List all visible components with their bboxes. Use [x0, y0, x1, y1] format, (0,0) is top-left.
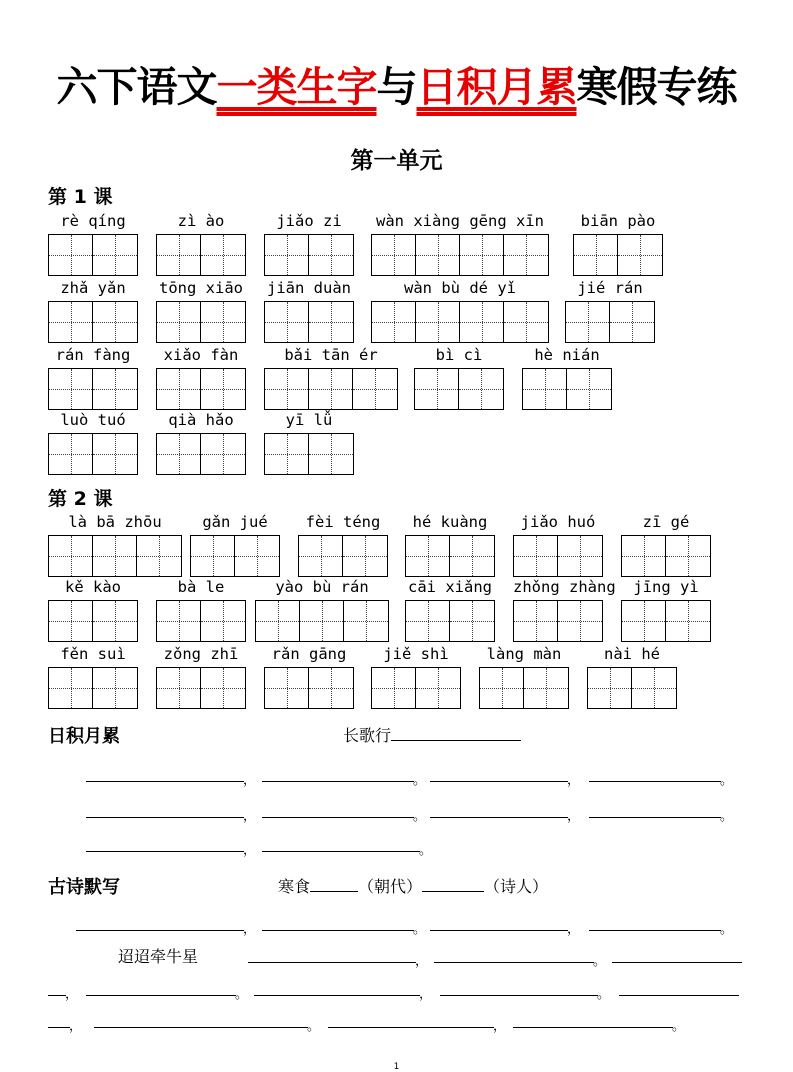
poet-label: （诗人）: [484, 877, 549, 896]
character-box[interactable]: [201, 601, 245, 641]
character-box[interactable]: [480, 668, 524, 708]
character-box[interactable]: [157, 668, 201, 708]
character-box-group[interactable]: [479, 667, 569, 709]
character-box[interactable]: [343, 536, 387, 576]
pinyin-word: [414, 346, 504, 410]
character-box-group[interactable]: [156, 667, 246, 709]
character-box[interactable]: [372, 235, 416, 275]
lesson-1-label: 第 1 课: [48, 186, 113, 208]
pinyin-text: làng màn: [486, 645, 562, 663]
character-box-group[interactable]: [621, 600, 711, 642]
pinyin-text: wàn bù dé yǐ: [404, 279, 516, 297]
character-box-group[interactable]: [48, 535, 182, 577]
comma-mark: ，: [567, 773, 581, 788]
character-box-group[interactable]: [48, 433, 138, 475]
character-box-group[interactable]: [264, 433, 354, 475]
pinyin-text: là bā zhōu: [68, 513, 162, 531]
answer-line[interactable]: [86, 781, 244, 782]
pinyin-text: zǒng zhī: [163, 645, 239, 663]
pinyin-text: kě kào: [65, 578, 121, 596]
pinyin-word: [405, 513, 495, 577]
character-box[interactable]: [622, 601, 666, 641]
character-box-group[interactable]: [414, 368, 504, 410]
character-box-group[interactable]: [405, 535, 495, 577]
answer-line[interactable]: [48, 995, 66, 996]
character-box[interactable]: [93, 434, 137, 474]
character-box-group[interactable]: [298, 535, 388, 577]
character-box-group[interactable]: [156, 600, 246, 642]
period-mark: 。: [672, 1019, 686, 1034]
pinyin-text: nài hé: [604, 645, 660, 663]
character-box-group[interactable]: [573, 234, 663, 276]
character-box[interactable]: [416, 668, 460, 708]
character-box[interactable]: [309, 434, 353, 474]
pinyin-text: jiě shì: [383, 645, 449, 663]
pinyin-text: zī gé: [642, 513, 690, 531]
pinyin-word: [621, 513, 711, 577]
pinyin-text: yī lǚ: [285, 411, 333, 429]
pinyin-text: jīng yì: [633, 578, 699, 596]
pinyin-text: jiān duàn: [267, 279, 351, 297]
gushi-label: 古诗默写: [48, 877, 120, 898]
answer-line[interactable]: [513, 1027, 673, 1028]
answer-line[interactable]: [76, 930, 244, 931]
character-box[interactable]: [265, 668, 309, 708]
lesson-2-label: 第 2 课: [48, 488, 113, 510]
comma-mark: ，: [493, 1019, 507, 1034]
character-box[interactable]: [344, 601, 388, 641]
answer-line[interactable]: [262, 817, 414, 818]
period-mark: 。: [419, 843, 433, 858]
answer-line[interactable]: [440, 995, 598, 996]
pinyin-word: [371, 645, 461, 709]
character-box-group[interactable]: [513, 600, 603, 642]
pinyin-word: [48, 346, 138, 410]
character-box[interactable]: [450, 536, 494, 576]
pinyin-word: [48, 645, 138, 709]
character-box[interactable]: [415, 369, 459, 409]
character-box[interactable]: [514, 536, 558, 576]
answer-line[interactable]: [262, 781, 414, 782]
character-box[interactable]: [235, 536, 279, 576]
character-box[interactable]: [632, 668, 676, 708]
character-box[interactable]: [256, 601, 300, 641]
character-box-group[interactable]: [48, 600, 138, 642]
comma-mark: ，: [243, 843, 257, 858]
answer-line[interactable]: [589, 781, 721, 782]
character-box-group[interactable]: [565, 301, 655, 343]
pinyin-text: fèi téng: [305, 513, 381, 531]
comma-mark: ，: [243, 922, 257, 937]
character-box-group[interactable]: [405, 600, 495, 642]
character-box[interactable]: [93, 536, 137, 576]
pinyin-text: hè nián: [534, 346, 600, 364]
character-box-group[interactable]: [371, 667, 461, 709]
character-box[interactable]: [191, 536, 235, 576]
pinyin-text: zì ào: [177, 212, 225, 230]
character-box-group[interactable]: [255, 600, 389, 642]
character-box[interactable]: [459, 369, 503, 409]
comma-mark: ，: [567, 809, 581, 824]
answer-line[interactable]: [94, 1027, 308, 1028]
answer-line[interactable]: [589, 930, 721, 931]
character-box[interactable]: [265, 369, 309, 409]
comma-mark: ，: [65, 987, 79, 1002]
pinyin-text: jiǎo huó: [520, 513, 596, 531]
pinyin-word: [371, 279, 549, 343]
pinyin-text: bǎi tān ér: [284, 346, 378, 364]
character-box[interactable]: [93, 668, 137, 708]
character-box[interactable]: [49, 302, 93, 342]
riji-poem-title: 长歌行: [343, 726, 392, 745]
character-box[interactable]: [265, 434, 309, 474]
pinyin-word: [522, 346, 612, 410]
answer-line[interactable]: [254, 995, 420, 996]
pinyin-text: zhǒng zhàng: [513, 578, 616, 596]
answer-line[interactable]: [619, 995, 739, 996]
pinyin-word: [156, 279, 246, 343]
character-box[interactable]: [309, 369, 353, 409]
character-box[interactable]: [574, 235, 618, 275]
answer-line[interactable]: [430, 817, 568, 818]
gushi-poem2-title: 迢迢牵牛星: [118, 947, 199, 966]
character-box[interactable]: [566, 302, 610, 342]
pinyin-text: cāi xiǎng: [408, 578, 492, 596]
pinyin-text: biān pào: [580, 212, 656, 230]
character-box[interactable]: [353, 369, 397, 409]
character-box[interactable]: [201, 302, 245, 342]
character-box[interactable]: [666, 536, 710, 576]
character-box[interactable]: [558, 536, 602, 576]
character-box[interactable]: [406, 536, 450, 576]
pinyin-word: [48, 279, 138, 343]
character-box[interactable]: [622, 536, 666, 576]
pinyin-text: wàn xiàng gēng xīn: [376, 212, 544, 230]
character-box[interactable]: [309, 235, 353, 275]
answer-line[interactable]: [86, 995, 236, 996]
pinyin-word: [156, 578, 246, 642]
dynasty-blank[interactable]: [310, 877, 358, 892]
answer-line[interactable]: [328, 1027, 494, 1028]
answer-line[interactable]: [48, 1027, 70, 1028]
answer-line[interactable]: [430, 781, 568, 782]
comma-mark: ，: [415, 954, 429, 969]
character-box-group[interactable]: [587, 667, 677, 709]
character-box-group[interactable]: [264, 368, 398, 410]
character-box[interactable]: [524, 668, 568, 708]
period-mark: 。: [720, 922, 734, 937]
character-box[interactable]: [558, 601, 602, 641]
character-box[interactable]: [450, 601, 494, 641]
character-box-group[interactable]: [264, 301, 354, 343]
pinyin-text: bà le: [177, 578, 225, 596]
character-box[interactable]: [137, 536, 181, 576]
comma-mark: ，: [243, 809, 257, 824]
character-box-group[interactable]: [156, 368, 246, 410]
character-box[interactable]: [49, 434, 93, 474]
character-box[interactable]: [372, 668, 416, 708]
character-box[interactable]: [49, 235, 93, 275]
answer-line[interactable]: [262, 851, 420, 852]
character-box[interactable]: [567, 369, 611, 409]
pinyin-word: [264, 212, 354, 276]
comma-mark: ，: [567, 922, 581, 937]
answer-line[interactable]: [612, 962, 742, 963]
character-box[interactable]: [416, 235, 460, 275]
character-box[interactable]: [49, 369, 93, 409]
pinyin-word: [264, 411, 354, 475]
pinyin-word: [190, 513, 280, 577]
character-box[interactable]: [93, 302, 137, 342]
character-box-group[interactable]: [48, 301, 138, 343]
character-box-group[interactable]: [48, 234, 138, 276]
character-box[interactable]: [666, 601, 710, 641]
period-mark: 。: [597, 987, 611, 1002]
comma-mark: ，: [419, 987, 433, 1002]
character-box[interactable]: [523, 369, 567, 409]
character-box[interactable]: [300, 601, 344, 641]
page-title: 六下语文一类生字与日积月累寒假专练: [56, 63, 737, 111]
character-box-group[interactable]: [156, 433, 246, 475]
character-box[interactable]: [49, 601, 93, 641]
pinyin-text: yào bù rán: [275, 578, 369, 596]
pinyin-word: [156, 212, 246, 276]
period-mark: 。: [307, 1019, 321, 1034]
character-box[interactable]: [416, 302, 460, 342]
character-box-group[interactable]: [190, 535, 280, 577]
period-mark: 。: [235, 987, 249, 1002]
pinyin-word: [156, 346, 246, 410]
character-box-group[interactable]: [264, 667, 354, 709]
character-box-group[interactable]: [371, 301, 549, 343]
pinyin-word: [48, 411, 138, 475]
period-mark: 。: [593, 954, 607, 969]
pinyin-word: [264, 645, 354, 709]
character-box[interactable]: [49, 536, 93, 576]
comma-mark: ，: [69, 1019, 83, 1034]
character-box-group[interactable]: [48, 368, 138, 410]
character-box[interactable]: [157, 434, 201, 474]
pinyin-word: [479, 645, 569, 709]
pinyin-text: qià hǎo: [168, 411, 234, 429]
pinyin-word: [264, 346, 398, 410]
pinyin-text: luò tuó: [60, 411, 126, 429]
answer-line[interactable]: [589, 817, 721, 818]
answer-line[interactable]: [86, 851, 244, 852]
character-box[interactable]: [460, 302, 504, 342]
pinyin-text: xiǎo fàn: [163, 346, 239, 364]
character-box[interactable]: [93, 601, 137, 641]
pinyin-text: rǎn gāng: [271, 645, 347, 663]
pinyin-word: [621, 578, 711, 642]
character-box[interactable]: [157, 235, 201, 275]
character-box[interactable]: [309, 302, 353, 342]
pinyin-word: [48, 513, 182, 577]
character-box[interactable]: [157, 601, 201, 641]
character-box[interactable]: [610, 302, 654, 342]
pinyin-text: rán fàng: [55, 346, 131, 364]
poet-blank[interactable]: [422, 877, 484, 892]
pinyin-text: jié rán: [577, 279, 643, 297]
pinyin-text: bì cì: [435, 346, 483, 364]
period-mark: 。: [720, 809, 734, 824]
page-number: 1: [393, 1062, 400, 1072]
period-mark: 。: [413, 809, 427, 824]
character-box[interactable]: [299, 536, 343, 576]
character-box[interactable]: [618, 235, 662, 275]
pinyin-text: fěn suì: [60, 645, 126, 663]
answer-line[interactable]: [86, 817, 244, 818]
character-box[interactable]: [309, 668, 353, 708]
character-box[interactable]: [157, 369, 201, 409]
pinyin-text: jiǎo zi: [276, 212, 342, 230]
period-mark: 。: [413, 773, 427, 788]
pinyin-text: zhǎ yǎn: [60, 279, 126, 297]
character-box-group[interactable]: [156, 234, 246, 276]
pinyin-word: [573, 212, 663, 276]
character-box-group[interactable]: [156, 301, 246, 343]
dynasty-label: （朝代）: [358, 877, 423, 896]
answer-line[interactable]: [430, 930, 568, 931]
pinyin-word: [48, 212, 138, 276]
character-box[interactable]: [460, 235, 504, 275]
character-box-group[interactable]: [621, 535, 711, 577]
pinyin-text: hé kuàng: [412, 513, 488, 531]
character-box[interactable]: [201, 434, 245, 474]
answer-line[interactable]: [262, 930, 414, 931]
pinyin-word: [587, 645, 677, 709]
pinyin-word: [565, 279, 655, 343]
answer-line[interactable]: [434, 962, 594, 963]
pinyin-text: gǎn jué: [202, 513, 268, 531]
pinyin-word: [405, 578, 495, 642]
pinyin-word: [298, 513, 388, 577]
character-box-group[interactable]: [522, 368, 612, 410]
character-box[interactable]: [265, 302, 309, 342]
character-box[interactable]: [588, 668, 632, 708]
pinyin-word: [371, 212, 549, 276]
character-box[interactable]: [514, 601, 558, 641]
pinyin-word: [255, 578, 389, 642]
character-box[interactable]: [504, 302, 548, 342]
character-box[interactable]: [201, 668, 245, 708]
character-box[interactable]: [265, 235, 309, 275]
pinyin-word: [156, 645, 246, 709]
character-box[interactable]: [201, 369, 245, 409]
character-box[interactable]: [93, 369, 137, 409]
period-mark: 。: [413, 922, 427, 937]
character-box[interactable]: [504, 235, 548, 275]
gushi-poem-title: 寒食: [278, 877, 311, 896]
pinyin-word: [48, 578, 138, 642]
character-box[interactable]: [157, 302, 201, 342]
pinyin-word: [264, 279, 354, 343]
character-box-group[interactable]: [48, 667, 138, 709]
pinyin-word: [513, 513, 603, 577]
period-mark: 。: [720, 773, 734, 788]
character-box[interactable]: [406, 601, 450, 641]
pinyin-text: rè qíng: [60, 212, 126, 230]
pinyin-word: [156, 411, 246, 475]
pinyin-text: tōng xiāo: [159, 279, 243, 297]
character-box-group[interactable]: [513, 535, 603, 577]
character-box[interactable]: [93, 235, 137, 275]
comma-mark: ，: [243, 773, 257, 788]
riji-author-blank[interactable]: [391, 726, 521, 741]
answer-line[interactable]: [248, 962, 416, 963]
unit-heading: 第一单元: [350, 148, 443, 174]
riji-label: 日积月累: [48, 726, 120, 747]
character-box[interactable]: [201, 235, 245, 275]
character-box[interactable]: [372, 302, 416, 342]
character-box-group[interactable]: [264, 234, 354, 276]
character-box-group[interactable]: [371, 234, 549, 276]
pinyin-word: [513, 578, 616, 642]
character-box[interactable]: [49, 668, 93, 708]
